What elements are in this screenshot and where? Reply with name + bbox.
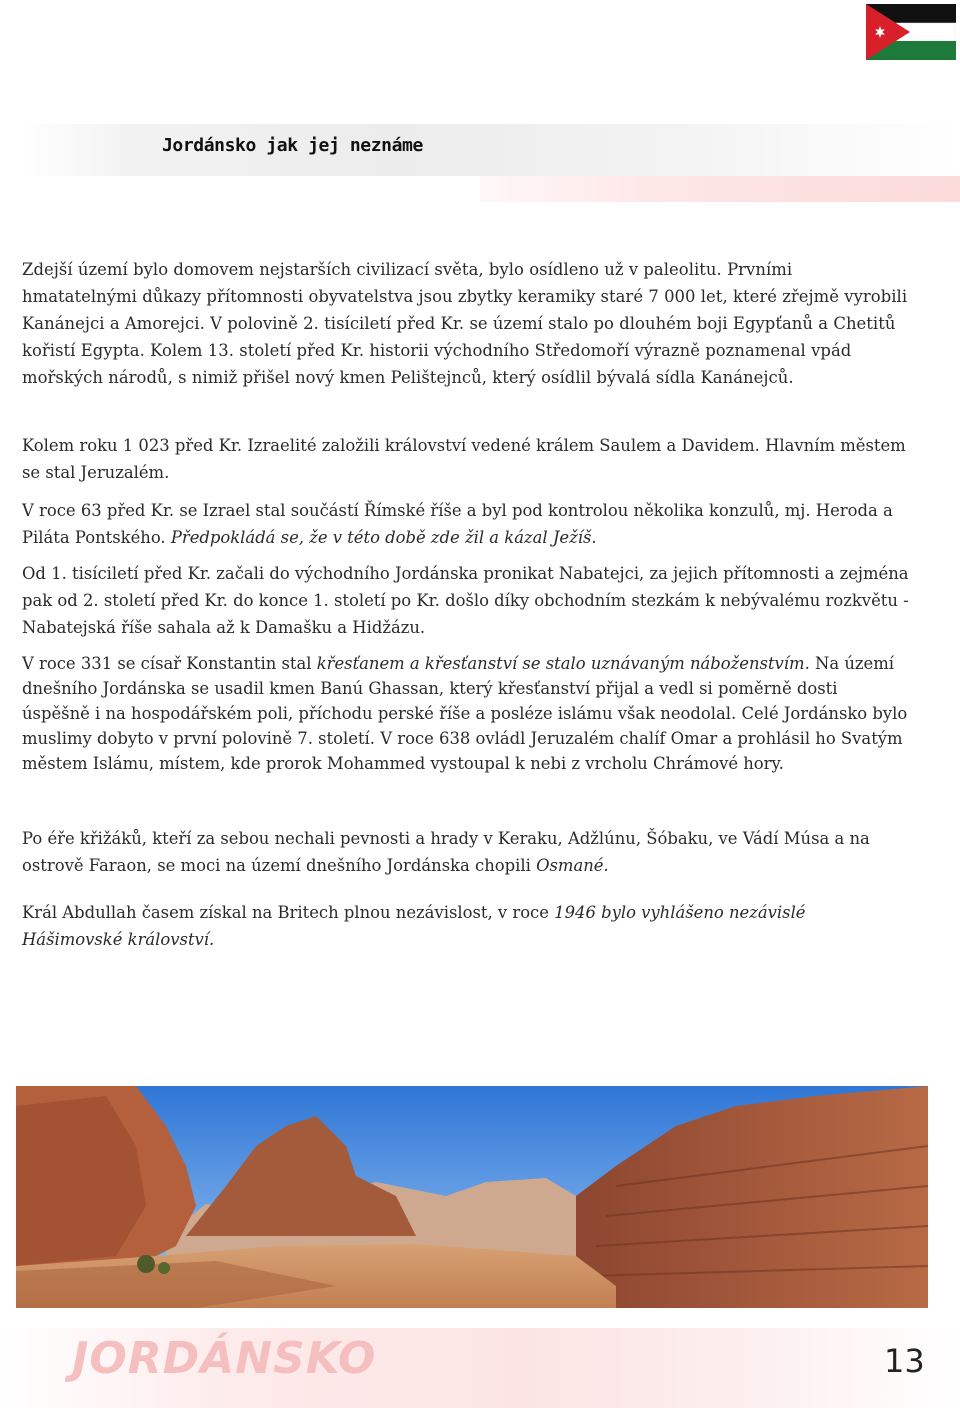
photo-shrub <box>137 1255 155 1273</box>
paragraph-roman <box>22 497 910 551</box>
paragraph-text: Kolem roku 1 023 před Kr. Izraelité založili království vedené králem Saulem a Davidem. Hlavním městem se stal Jeruzalém. <box>22 436 906 482</box>
jordan-flag <box>866 4 956 60</box>
page-number: 13 <box>884 1342 925 1380</box>
footer-title: JORDÁNSKO <box>72 1333 377 1384</box>
paragraph-crusaders <box>22 825 910 879</box>
paragraph-text: Od 1. tisíciletí před Kr. začali do východního Jordánska pronikat Nabatejci, za jejich přítomnosti a zejména pak od 2. století před Kr. do konce 1. století po Kr. došlo díky obchodním stezkám k nebývalému rozkvětu - Nabatejská říše sahala až k Damašku a Hidžázu. <box>22 564 909 637</box>
page-title: Jordánsko jak jej neznáme <box>162 135 423 156</box>
paragraph-emphasis: Osmané. <box>536 856 609 875</box>
paragraph-prehistory <box>22 256 910 391</box>
paragraph-nabateans <box>22 560 910 641</box>
paragraph-text: Po éře křižáků, kteří za sebou nechali pevnosti a hrady v Keraku, Adžlúnu, Šóbaku, ve Vádí Músa a na ostrově Faraon, se moci na území dnešního Jordánska chopili <box>22 829 870 875</box>
photo-shrub <box>158 1262 170 1274</box>
decorative-strip <box>480 176 960 202</box>
paragraph-israelites <box>22 432 910 486</box>
paragraph-text: Zdejší území bylo domovem nejstarších civilizací světa, bylo osídleno už v paleolitu. Prvními hmatatelnými důkazy přítomnosti obyvatelstva jsou zbytky keramiky staré 7 000 let, které zřejmě vyrobili Kanánejci a Amorejci. V polovině 2. tisíciletí před Kr. se území stalo po dlouhém boji Egypťanů a Chetitů kořistí Egypta. Kolem 13. století před Kr. historii východního Středomoří výrazně poznamenal vpád mořských národů, s nimiž přišel nový kmen Pelištejnců, který osídlil bývalá sídla Kanánejců. <box>22 260 908 387</box>
paragraph-emphasis: křesťanem a křesťanství se stalo uznávaným náboženstvím. <box>316 654 810 673</box>
desert-landscape-photo <box>16 1086 928 1308</box>
paragraph-independence <box>22 899 910 953</box>
paragraph-text: V roce 63 před Kr. se Izrael stal součástí Římské říše a byl pod kontrolou několika konzulů, mj. Heroda a Piláta Pontského. <box>22 501 893 547</box>
paragraph-text: V roce 331 se císař Konstantin stal <box>22 654 317 673</box>
paragraph-christianity <box>22 651 910 776</box>
paragraph-text: Král Abdullah časem získal na Britech plnou nezávislost, v roce <box>22 903 555 922</box>
paragraph-emphasis: 1946 bylo vyhlášeno nezávislé Hášimovské království. <box>22 903 806 949</box>
header-band <box>20 124 960 176</box>
paragraph-text: Na území dnešního Jordánska se usadil kmen Banú Ghassan, který křesťanství přijal a vedl si poměrně dosti úspěšně i na hospodářském poli, příchodu perské říše a posléze islámu však neodolal. Celé Jordánsko bylo muslimy dobyto v první polovině 7. století. V roce 638 ovládl Jeruzalém chalíf Omar a prohlásil ho Svatým městem Islámu, místem, kde prorok Mohammed vystoupal k nebi z vrcholu Chrámové hory. <box>22 654 908 773</box>
paragraph-emphasis: Předpokládá se, že v této době zde žil a kázal Ježíš. <box>170 528 597 547</box>
